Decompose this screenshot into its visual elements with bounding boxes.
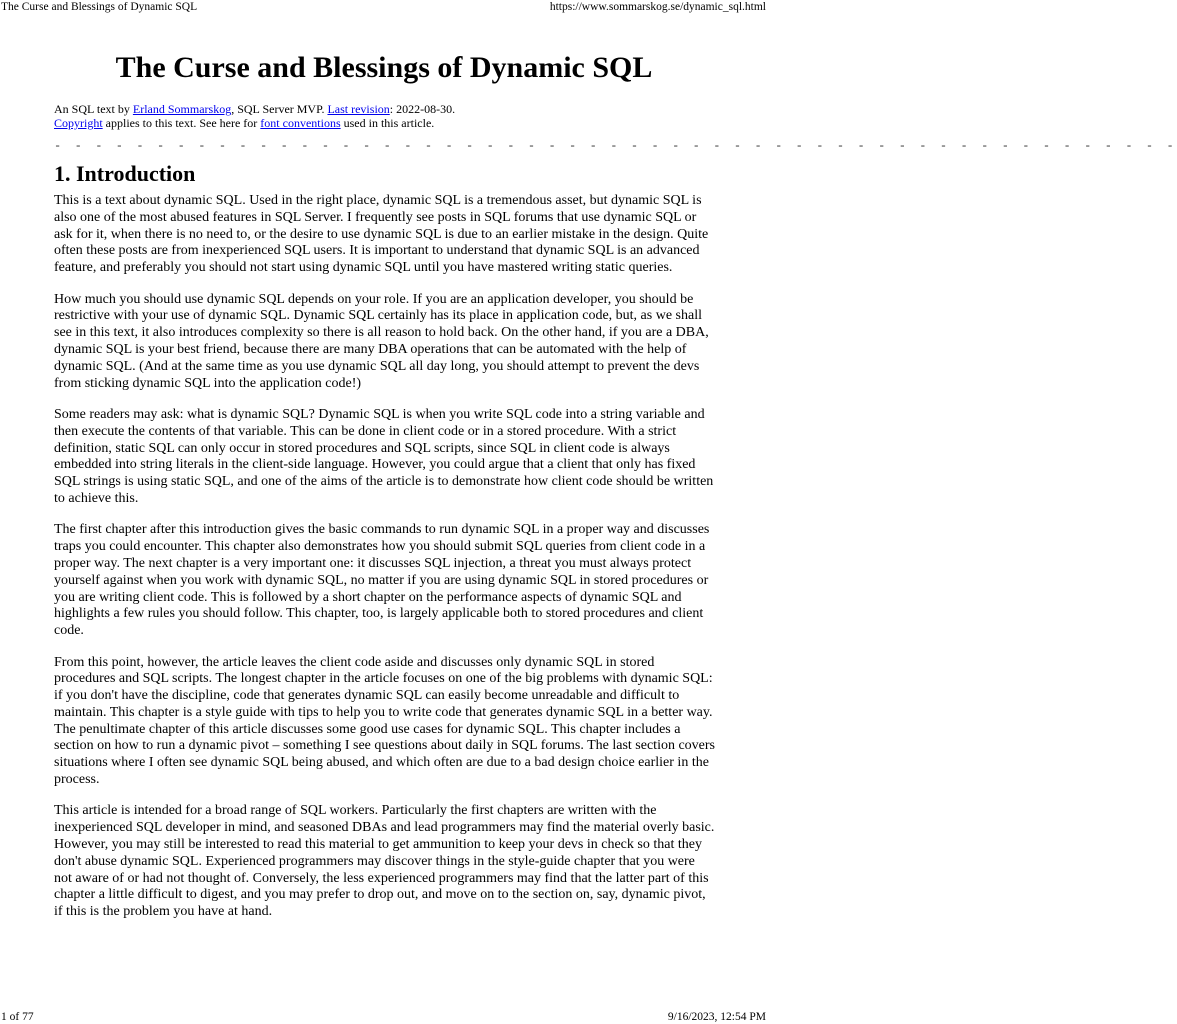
print-header-title: The Curse and Blessings of Dynamic SQL	[1, 1, 198, 13]
print-header-url: https://www.sommarskog.se/dynamic_sql.html	[549, 1, 766, 13]
paragraph: From this point, however, the article leaves the client code aside and discusses only dynamic SQL in stored procedures and SQL scripts. The longest chapter in the article focuses on one of the big problems with dynamic SQL: if you don't have the discipline, code that generates dynamic SQL can easily become unreadable and difficult to maintain. This chapter is a style guide with tips to help you to write code that generates dynamic SQL in a better way. The penultimate chapter of this article discusses some good use cases for dynamic SQL. This chapter includes a section on how to run a dynamic pivot – something I see questions about daily in SQL forums. The last section covers situations where I often see dynamic SQL being abused, and which often are due to a bad design choice earlier in the process.	[54, 654, 716, 788]
paragraph: Some readers may ask: what is dynamic SQL? Dynamic SQL is when you write SQL code into a string variable and then execute the contents of that variable. This can be done in client code or in a stored procedure. With a strict definition, static SQL can only occur in stored procedures and SQL scripts, since SQL in client code is always embedded into string literals in the client-side language. However, you could argue that a client that only has fixed SQL strings is using static SQL, and one of the aims of the article is to demonstrate how client code should be written to achieve this.	[54, 406, 714, 506]
print-datetime: 9/16/2023, 12:54 PM	[667, 1011, 766, 1023]
paragraph: The first chapter after this introduction gives the basic commands to run dynamic SQL in a proper way and discusses traps you could encounter. This chapter also demonstrates how you should submit SQL queries from client code in a proper way. The next chapter is a very important one: it discusses SQL injection, a threat you must always protect yourself against when you work with dynamic SQL, no matter if you are using dynamic SQL in stored procedures or you are writing client code. This is followed by a short chapter on the performance aspects of dynamic SQL and highlights a few rules you should follow. This chapter, too, is largely applicable both to stored procedures and client code.	[54, 522, 710, 639]
revision-date: : 2022-08-30.	[389, 102, 456, 116]
paragraph: This article is intended for a broad range of SQL workers. Particularly the first chapters are written with the inexperienced SQL developer in mind, and seasoned DBAs and lead programmers may find the material overly basic. However, you may still be interested to read this material to get ammunition to keep your devs in check so that they don't abuse dynamic SQL. Experienced programmers may discover things in the style-guide chapter that you were not aware of or had not thought of. Conversely, the less experienced programmers may find that the latter part of this chapter a little difficult to digest, and you may prefer to drop out, and move on to the section on, say, dynamic pivot, if this is the problem you have at hand.	[54, 803, 715, 920]
article-body	[54, 193, 716, 936]
byline-prefix: An SQL text by	[54, 102, 133, 116]
font-conventions-text: used in this article.	[340, 116, 435, 130]
article-byline	[54, 102, 734, 130]
byline-middle: , SQL Server MVP.	[231, 102, 328, 116]
section-heading: 1. Introduction	[54, 161, 196, 186]
print-header	[0, 0, 768, 16]
paragraph: How much you should use dynamic SQL depends on your role. If you are an application developer, you should be restrictive with your use of dynamic SQL. Dynamic SQL certainly has its place in application code, but, as we shall see in this text, it also introduces complexity so there is all reason to hold back. On the other hand, if you are a DBA, dynamic SQL is your best friend, because there are many DBA operations that can be automated with the help of dynamic SQL. (And at the same time as you use dynamic SQL all day long, you should attempt to prevent the devs from sticking dynamic SQL into the application code!)	[54, 291, 709, 391]
article-title: The Curse and Blessings of Dynamic SQL	[115, 51, 653, 84]
author-link[interactable]: Erland Sommarskog	[132, 102, 232, 116]
paragraph: This is a text about dynamic SQL. Used in the right place, dynamic SQL is a tremendous asset, but dynamic SQL is also one of the most abused features in SQL Server. I frequently see posts in SQL forums that use dynamic SQL or ask for it, when there is no need to, or the desire to use dynamic SQL is due to an earlier mistake in the design. Quite often these posts are from inexperienced SQL users. It is important to understand that dynamic SQL is an advanced feature, and preferably you should not start using dynamic SQL until you have mastered writing static queries.	[54, 193, 709, 276]
page-count: 1 of 77	[1, 1011, 34, 1023]
copyright-link[interactable]: Copyright	[54, 116, 103, 130]
last-revision-link[interactable]: Last revision	[327, 102, 390, 116]
font-conventions-link[interactable]: font conventions	[260, 116, 341, 130]
print-footer	[0, 1010, 768, 1024]
section-divider: - - - - - - - - - - - - - - - - - - - - - - - - - - - - - - - - - - - - - - - - - - - - - - - - - - - - - - -	[54, 139, 1177, 153]
copyright-text: applies to this text. See here for	[102, 116, 261, 130]
